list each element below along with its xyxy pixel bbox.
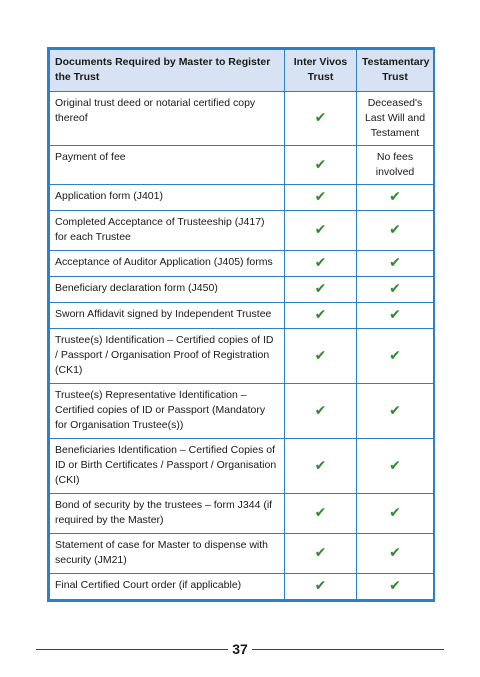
checkmark-icon: ✔ (314, 109, 327, 125)
table-body (50, 92, 434, 600)
checkmark-icon: ✔ (389, 346, 401, 363)
checkmark-icon: ✔ (389, 221, 401, 237)
document-cell: Trustee(s) Representative Identification – Certified copies of ID or Passport (Mandatory for Organisation Trustee(s)) (50, 384, 285, 439)
inter-vivos-checkmark-cell (285, 185, 357, 211)
page-number: 37 (232, 641, 248, 657)
inter-vivos-checkmark-cell (285, 494, 357, 534)
inter-vivos-checkmark-cell (285, 384, 357, 439)
document-cell: Final Certified Court order (if applicable) (50, 574, 285, 600)
testamentary-checkmark-cell (357, 534, 434, 574)
document-cell: Statement of case for Master to dispense with security (JM21) (50, 534, 285, 574)
document-cell: Acceptance of Auditor Application (J405) forms (50, 251, 285, 277)
testamentary-checkmark-cell (357, 384, 434, 439)
testamentary-checkmark-cell (357, 251, 434, 277)
header-testamentary: Testamentary Trust (357, 50, 434, 92)
checkmark-icon: ✔ (389, 188, 401, 204)
table-row (50, 384, 434, 439)
testamentary-checkmark-cell (357, 329, 434, 384)
checkmark-icon: ✔ (314, 306, 327, 322)
inter-vivos-checkmark-cell (285, 439, 357, 494)
testamentary-checkmark-cell (357, 494, 434, 534)
table-row (50, 329, 434, 384)
table-row (50, 146, 434, 185)
table-row (50, 277, 434, 303)
table-row (50, 574, 434, 600)
table-header-row (50, 50, 434, 92)
footer-rule-right (252, 649, 444, 650)
checkmark-icon: ✔ (314, 280, 327, 296)
checkmark-icon: ✔ (314, 456, 327, 473)
inter-vivos-checkmark-cell (285, 574, 357, 600)
checkmark-icon: ✔ (314, 188, 327, 204)
checkmark-icon: ✔ (314, 577, 327, 593)
inter-vivos-checkmark-cell (285, 92, 357, 146)
checkmark-icon: ✔ (389, 306, 401, 322)
inter-vivos-checkmark-cell (285, 251, 357, 277)
inter-vivos-checkmark-cell (285, 303, 357, 329)
inter-vivos-checkmark-cell (285, 329, 357, 384)
document-cell: Completed Acceptance of Trusteeship (J417) for each Trustee (50, 211, 285, 251)
inter-vivos-checkmark-cell (285, 146, 357, 185)
checkmark-icon: ✔ (389, 456, 401, 473)
document-cell: Sworn Affidavit signed by Independent Trustee (50, 303, 285, 329)
checkmark-icon: ✔ (314, 346, 327, 363)
table-row (50, 494, 434, 534)
table-row (50, 211, 434, 251)
testamentary-checkmark-cell (357, 574, 434, 600)
header-documents: Documents Required by Master to Register the Trust (50, 50, 285, 92)
testamentary-checkmark-cell (357, 303, 434, 329)
inter-vivos-checkmark-cell (285, 534, 357, 574)
testamentary-checkmark-cell (357, 439, 434, 494)
table-row (50, 251, 434, 277)
checkmark-icon: ✔ (314, 544, 327, 560)
checkmark-icon: ✔ (389, 577, 401, 593)
document-cell: Trustee(s) Identification – Certified copies of ID / Passport / Organisation Proof of Registration (CK1) (50, 329, 285, 384)
checkmark-icon: ✔ (314, 504, 327, 520)
testamentary-checkmark-cell (357, 277, 434, 303)
testamentary-checkmark-cell (357, 211, 434, 251)
inter-vivos-checkmark-cell (285, 277, 357, 303)
checkmark-icon: ✔ (389, 544, 401, 560)
checkmark-icon: ✔ (389, 280, 401, 296)
inter-vivos-checkmark-cell (285, 211, 357, 251)
checkmark-icon: ✔ (314, 221, 327, 237)
document-cell: Beneficiaries Identification – Certified Copies of ID or Birth Certificates / Passport / Organisation (CKI) (50, 439, 285, 494)
requirements-table (49, 49, 434, 600)
document-cell: Payment of fee (50, 146, 285, 185)
document-cell: Application form (J401) (50, 185, 285, 211)
checkmark-icon: ✔ (389, 504, 401, 520)
header-inter-vivos: Inter Vivos Trust (285, 50, 357, 92)
checkmark-icon: ✔ (314, 254, 327, 270)
checkmark-icon: ✔ (389, 254, 401, 270)
testamentary-checkmark-cell (357, 185, 434, 211)
requirements-table-container (47, 47, 435, 602)
table-row (50, 439, 434, 494)
table-row (50, 534, 434, 574)
table-row (50, 303, 434, 329)
checkmark-icon: ✔ (389, 401, 401, 418)
footer-rule-left (36, 649, 228, 650)
checkmark-icon: ✔ (314, 401, 327, 418)
document-cell: Bond of security by the trustees – form J344 (if required by the Master) (50, 494, 285, 534)
page-footer (36, 640, 444, 658)
table-row (50, 185, 434, 211)
testamentary-cell: Deceased's Last Will and Testament (357, 92, 434, 146)
checkmark-icon: ✔ (314, 155, 327, 172)
table-row (50, 92, 434, 146)
testamentary-cell: No fees involved (357, 146, 434, 185)
document-cell: Original trust deed or notarial certified copy thereof (50, 92, 285, 146)
document-cell: Beneficiary declaration form (J450) (50, 277, 285, 303)
